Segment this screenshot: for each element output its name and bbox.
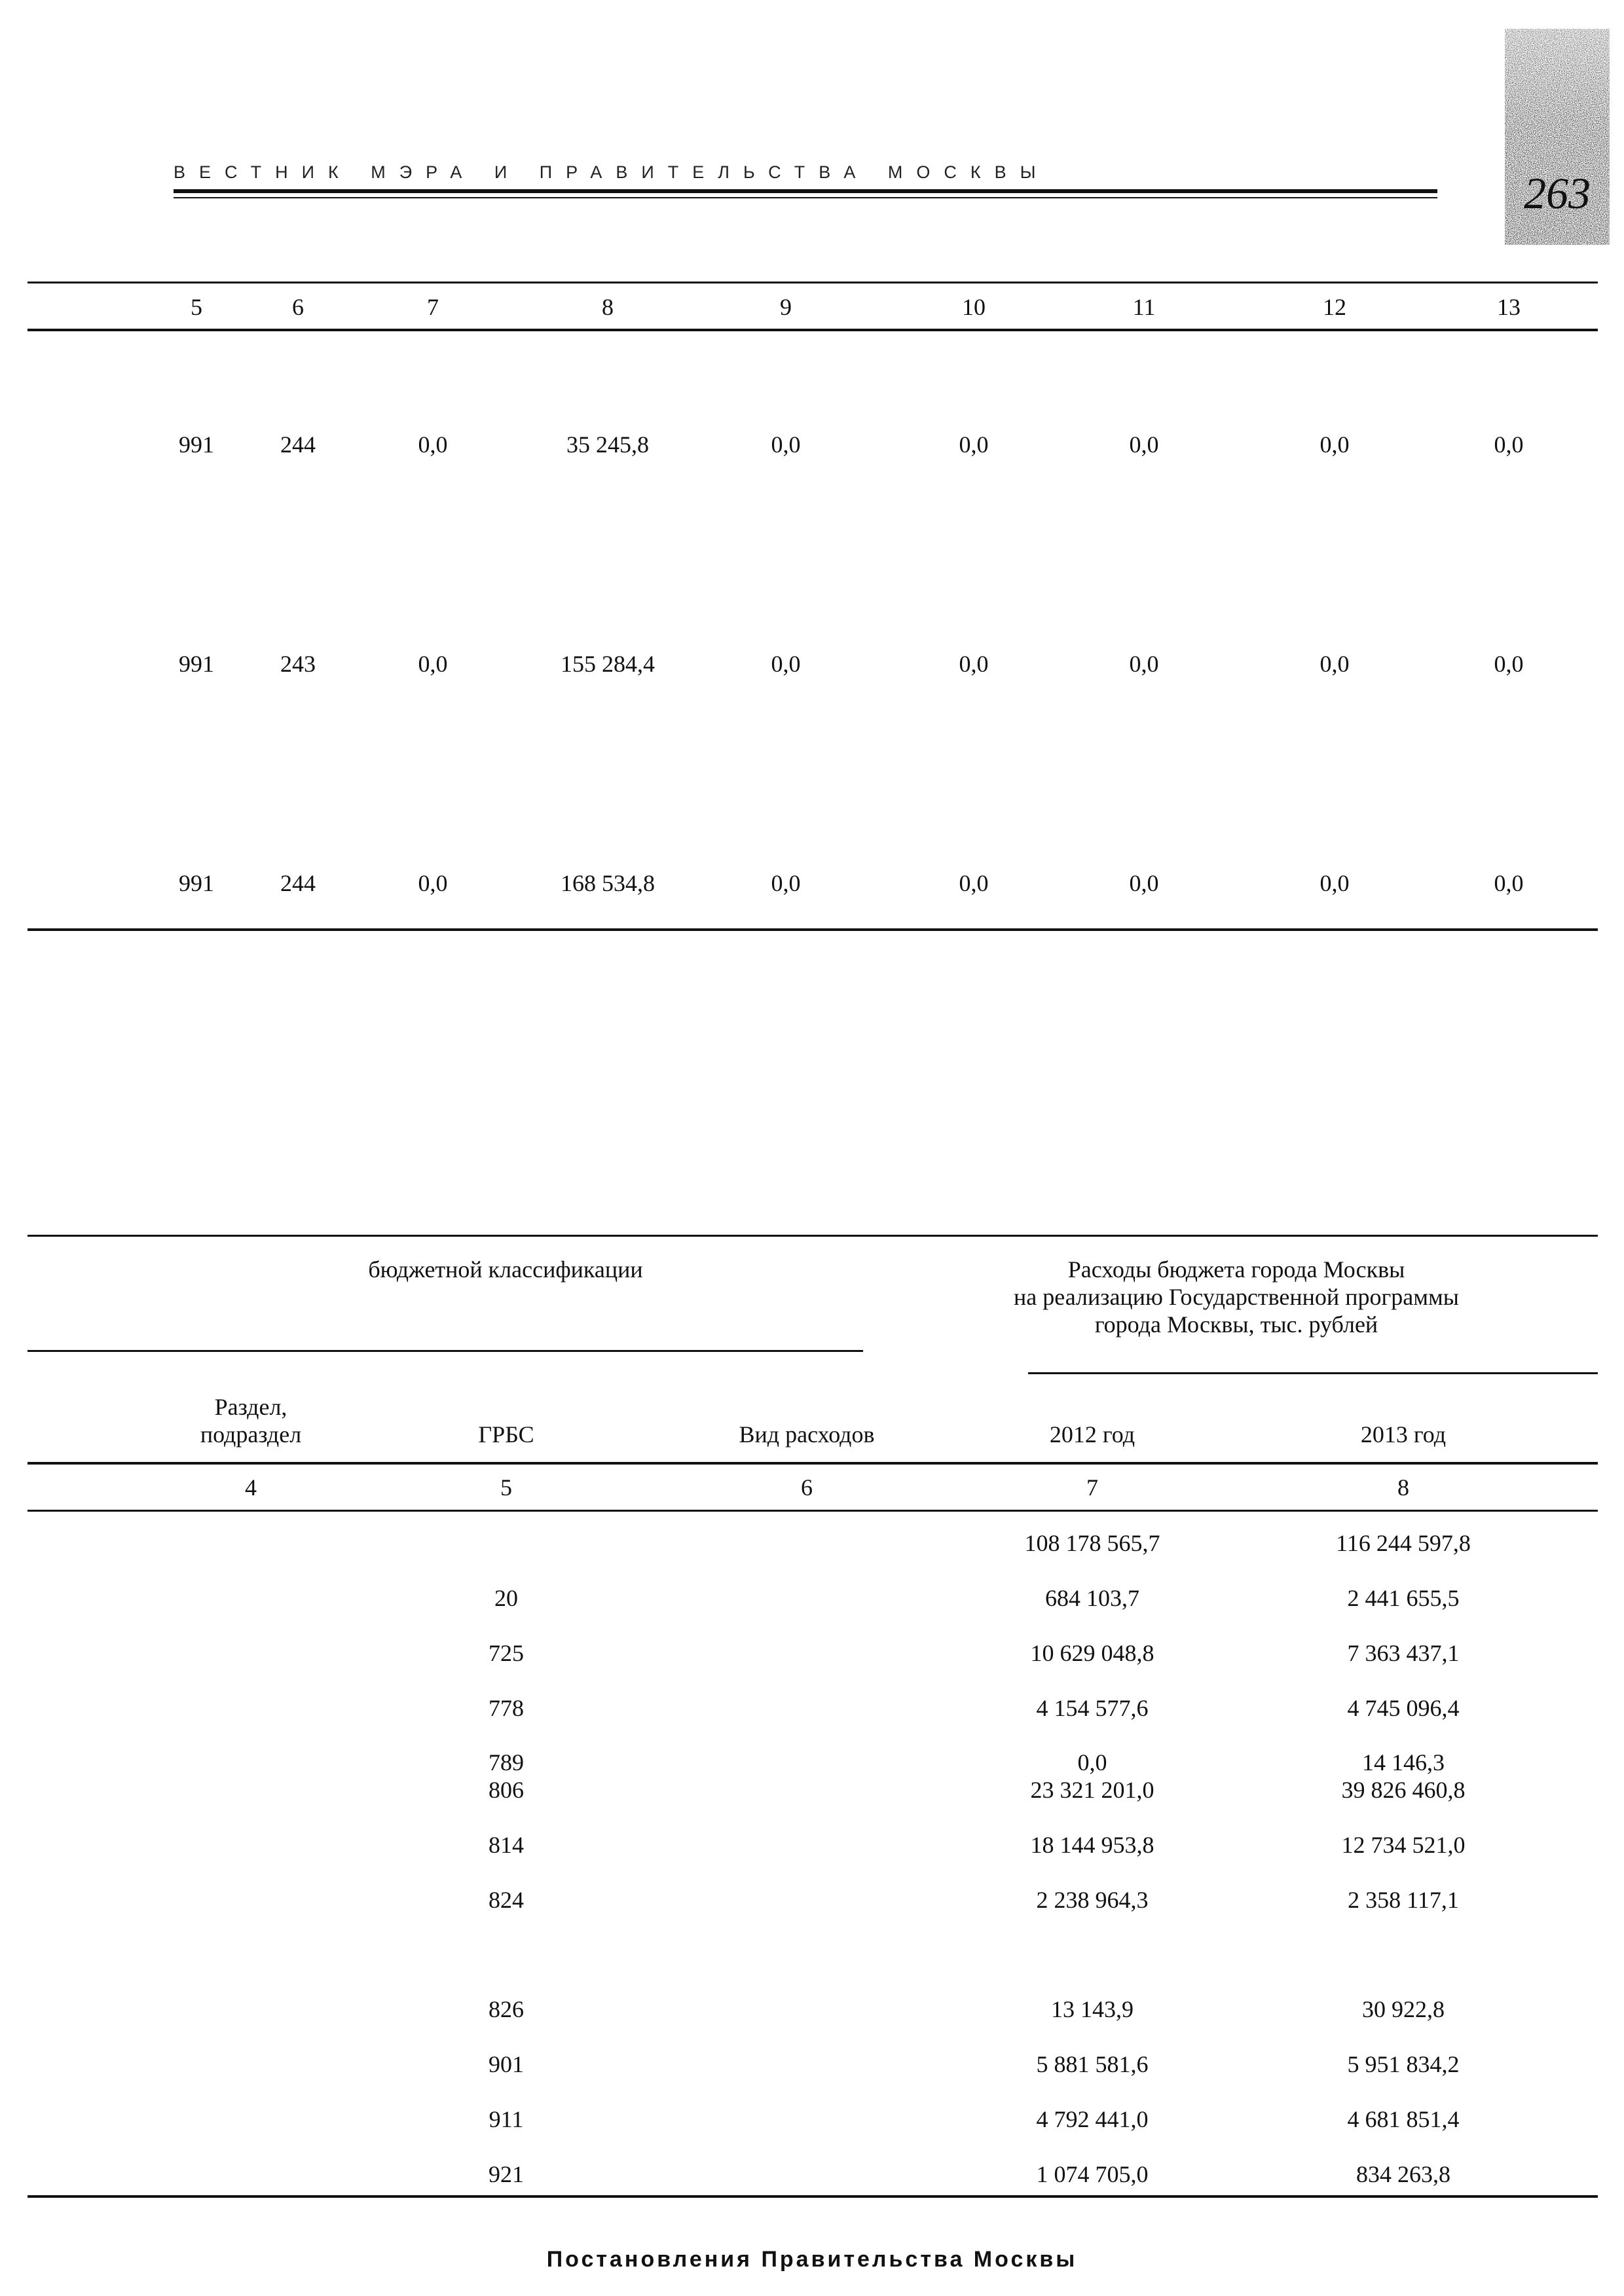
col-num: 7: [427, 294, 439, 320]
page-number: 263: [1524, 168, 1591, 218]
value-2012: 23 321 201,0: [1030, 1777, 1154, 1803]
grbs-cell: 725: [489, 1640, 524, 1666]
grbs-cell: 991: [179, 870, 214, 896]
grbs-cell: 778: [489, 1695, 524, 1721]
section-footer: Постановления Правительства Москвы: [546, 2247, 1078, 2272]
table2-top-rule: [28, 1235, 1598, 1237]
col-num: 7: [1086, 1474, 1098, 1501]
value-cell: 0,0: [418, 431, 448, 458]
value-2012: 1 074 705,0: [1036, 2161, 1149, 2187]
table1-bottom-rule: [28, 928, 1598, 931]
expenses-header-line: на реализацию Государственной программы: [1014, 1284, 1459, 1310]
grbs-cell: 991: [179, 431, 214, 458]
value-cell: 0,0: [959, 431, 989, 458]
col-num: 6: [292, 294, 304, 320]
value-2012: 2 238 964,3: [1036, 1887, 1149, 1913]
value-2012: 10 629 048,8: [1030, 1640, 1154, 1666]
grbs-cell: 824: [489, 1887, 524, 1913]
value-2012: 0,0: [1077, 1749, 1107, 1776]
value-2013: 7 363 437,1: [1347, 1640, 1460, 1666]
vid-cell: 243: [280, 651, 316, 677]
page-number-badge: [1505, 29, 1610, 245]
header-rule-thin: [174, 197, 1437, 198]
grbs-cell: 826: [489, 1996, 524, 2022]
grbs-cell: 814: [489, 1832, 524, 1858]
col-num: 5: [500, 1474, 512, 1501]
grbs-cell: 20: [494, 1585, 518, 1611]
group-header-classification: бюджетной классификации: [368, 1256, 643, 1283]
value-cell: 0,0: [771, 651, 801, 677]
value-2013: 30 922,8: [1362, 1996, 1445, 2022]
value-cell: 0,0: [418, 870, 448, 896]
vid-cell: 244: [280, 870, 316, 896]
value-cell: 0,0: [771, 870, 801, 896]
expenses-rule: [1028, 1372, 1598, 1374]
value-2013: 12 734 521,0: [1341, 1832, 1466, 1858]
table2-header-rule: [28, 1462, 1598, 1465]
value-2012: 13 143,9: [1051, 1996, 1134, 2022]
col-num: 13: [1497, 294, 1521, 320]
value-cell: 0,0: [1320, 431, 1350, 458]
value-2012: 684 103,7: [1045, 1585, 1139, 1611]
value-cell: 0,0: [959, 651, 989, 677]
col-num: 6: [801, 1474, 813, 1501]
value-cell: 0,0: [1129, 870, 1159, 896]
value-2012: 4 792 441,0: [1036, 2106, 1149, 2132]
col-num: 5: [191, 294, 202, 320]
value-2012: 5 881 581,6: [1036, 2051, 1149, 2077]
table2-numbers-rule: [28, 1510, 1598, 1512]
table1-top-rule: [28, 282, 1598, 283]
value-2012: 4 154 577,6: [1036, 1695, 1149, 1721]
expenses-header-line: города Москвы, тыс. рублей: [1094, 1311, 1378, 1338]
total-2012: 108 178 565,7: [1024, 1530, 1160, 1556]
col-num: 11: [1132, 294, 1156, 320]
grbs-cell: 991: [179, 651, 214, 677]
value-cell: 0,0: [771, 431, 801, 458]
value-cell: 0,0: [1129, 651, 1159, 677]
value-cell: 0,0: [418, 651, 448, 677]
col-num: 8: [602, 294, 614, 320]
razdel-header-line: Раздел,: [214, 1394, 287, 1420]
col-num: 8: [1397, 1474, 1409, 1501]
vid-cell: 244: [280, 431, 316, 458]
value-2013: 39 826 460,8: [1341, 1777, 1466, 1803]
value-2013: 2 358 117,1: [1348, 1887, 1459, 1913]
col-num: 10: [962, 294, 986, 320]
value-cell: 168 534,8: [561, 870, 655, 896]
col-header-2012: 2012 год: [1049, 1421, 1135, 1448]
value-cell: 0,0: [1320, 651, 1350, 677]
col-num: 12: [1323, 294, 1346, 320]
value-cell: 0,0: [1494, 651, 1524, 677]
value-cell: 155 284,4: [561, 651, 655, 677]
value-cell: 0,0: [1320, 870, 1350, 896]
value-cell: 0,0: [1494, 870, 1524, 896]
grbs-cell: 921: [489, 2161, 524, 2187]
value-cell: 0,0: [1494, 431, 1524, 458]
grbs-cell: 901: [489, 2051, 524, 2077]
value-cell: 0,0: [959, 870, 989, 896]
journal-title: ВЕСТНИК МЭРА И ПРАВИТЕЛЬСТВА МОСКВЫ: [174, 162, 1050, 182]
table1-header-rule: [28, 329, 1598, 331]
value-2012: 18 144 953,8: [1030, 1832, 1154, 1858]
col-header-vid-rashodov: Вид расходов: [739, 1421, 875, 1448]
value-2013: 834 263,8: [1356, 2161, 1450, 2187]
value-cell: 0,0: [1129, 431, 1159, 458]
total-2013: 116 244 597,8: [1336, 1530, 1471, 1556]
value-2013: 4 681 851,4: [1347, 2106, 1460, 2132]
grbs-cell: 789: [489, 1749, 524, 1776]
header-rule: [174, 189, 1437, 193]
col-num: 4: [245, 1474, 257, 1501]
value-cell: 35 245,8: [566, 431, 649, 458]
grbs-cell: 806: [489, 1777, 524, 1803]
classification-rule: [28, 1350, 863, 1352]
col-num: 9: [780, 294, 792, 320]
razdel-header-line: подраздел: [200, 1421, 302, 1448]
col-header-2013: 2013 год: [1360, 1421, 1447, 1448]
expenses-header-line: Расходы бюджета города Москвы: [1067, 1256, 1405, 1283]
col-header-grbs: ГРБС: [478, 1421, 534, 1448]
value-2013: 2 441 655,5: [1347, 1585, 1460, 1611]
grbs-cell: 911: [489, 2106, 524, 2132]
value-2013: 14 146,3: [1362, 1749, 1445, 1776]
value-2013: 4 745 096,4: [1347, 1695, 1460, 1721]
value-2013: 5 951 834,2: [1347, 2051, 1460, 2077]
table2-bottom-rule: [28, 2195, 1598, 2198]
